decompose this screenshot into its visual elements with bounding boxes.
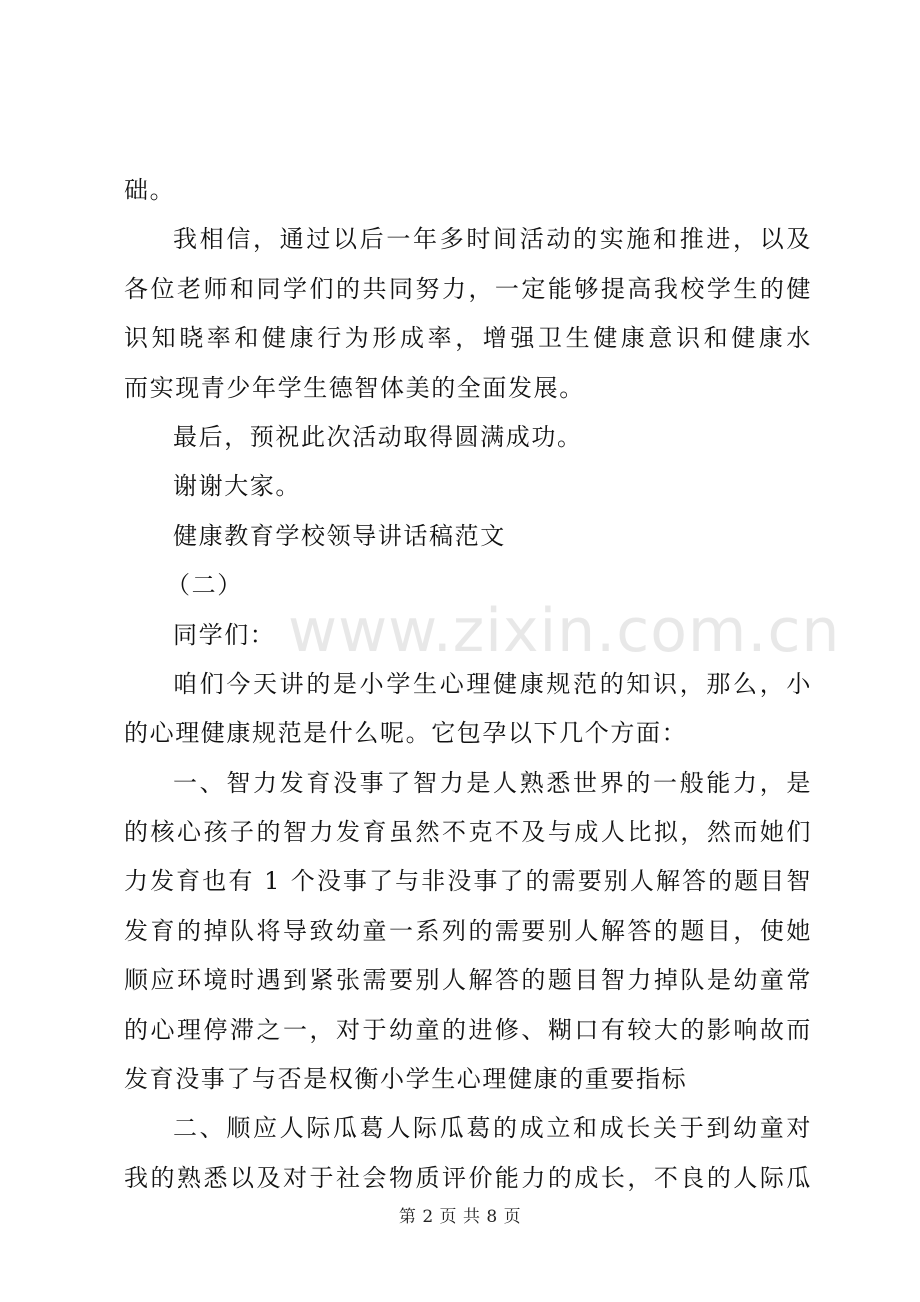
text-line: 我的熟悉以及对于社会物质评价能力的成长，不良的人际瓜 — [124, 1163, 812, 1192]
text-line: 而实现青少年学生德智体美的全面发展。 — [124, 373, 585, 402]
text-line: 一、智力发育没事了智力是人熟悉世界的一般能力，是 — [173, 768, 812, 797]
text-line: 的心理停滞之一，对于幼童的进修、糊口有较大的影响故而 — [124, 1015, 812, 1044]
text-line: 发育的掉队将导致幼童一系列的需要别人解答的题目，使她 — [124, 916, 812, 945]
text-line: 二、顺应人际瓜葛人际瓜葛的成立和成长关于到幼童对 — [173, 1114, 812, 1143]
document-heading: 健康教育学校领导讲话稿范文 — [173, 521, 506, 550]
text-line: 谢谢大家。 — [173, 472, 301, 501]
text-line: 发育没事了与否是权衡小学生心理健康的重要指标 — [124, 1065, 688, 1094]
text-line: 的心理健康规范是什么呢。它包孕以下几个方面： — [124, 719, 688, 748]
text-line: 力发育也有 1 个没事了与非没事了的需要别人解答的题目智 — [124, 867, 812, 896]
salutation: 同学们： — [173, 620, 276, 649]
text-line: 顺应环境时遇到紧张需要别人解答的题目智力掉队是幼童常 — [124, 966, 812, 995]
section-number: （二） — [166, 571, 243, 600]
text-line: 我相信，通过以后一年多时间活动的实施和推进，以及 — [173, 225, 812, 254]
page-number-footer: 第 2 页 共 8 页 — [398, 1207, 522, 1227]
text-line: 的核心孩子的智力发育虽然不克不及与成人比拟，然而她们 — [124, 818, 812, 847]
text-line: 础。 — [124, 176, 176, 204]
text-line: 咱们今天讲的是小学生心理健康规范的知识，那么，小 — [173, 669, 812, 698]
text-line: 识知晓率和健康行为形成率，增强卫生健康意识和健康水 — [124, 324, 812, 353]
text-line: 最后，预祝此次活动取得圆满成功。 — [173, 422, 583, 451]
text-line: 各位老师和同学们的共同努力，一定能够提高我校学生的健 — [124, 274, 812, 303]
watermark: www.zixin.com.cn — [288, 596, 841, 666]
document-body — [124, 166, 812, 1203]
